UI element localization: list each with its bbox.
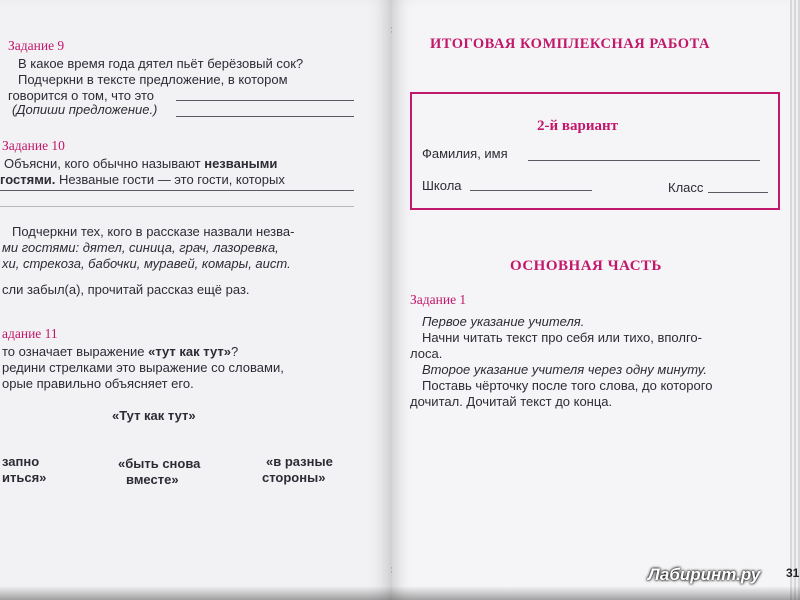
task-11-heading: адание 11 (2, 326, 58, 341)
variant-title: 2-й вариант (537, 118, 618, 134)
idiom-quote: «тут как тут» (148, 344, 231, 359)
option-1-line-1: запно (2, 454, 40, 469)
option-3-line-2: стороны» (262, 470, 326, 485)
task-9-instruction: Подчеркни в тексте предложение, в котором (18, 72, 288, 87)
task-10-line-2 (0, 172, 285, 187)
task-10-line-4: ми гостями: дятел, синица, грач, лазоревка, (2, 240, 279, 255)
option-2-line-2: вместе» (126, 472, 179, 487)
task-1-line-6: дочитал. Дочитай текст до конца. (410, 394, 613, 409)
task-10-bold-term: незваными (204, 156, 278, 171)
name-field[interactable] (528, 160, 760, 161)
task-11-text: то означает выражение (2, 344, 149, 359)
task-9-note: (Допиши предложение.) (12, 102, 158, 117)
school-label: Школа (422, 178, 462, 193)
task-10-line-3: Подчеркни тех, кого в рассказе назвали незва- (12, 224, 295, 239)
option-1-line-2: иться» (2, 470, 47, 485)
left-page (0, 0, 392, 600)
task-10-bold-term-2: гостями. (0, 172, 56, 187)
option-3-line-1: «в разные (266, 454, 333, 469)
page-title: ИТОГОВАЯ КОМПЛЕКСНАЯ РАБОТА (430, 36, 711, 52)
option-2-line-1: «быть снова (118, 456, 201, 471)
question-mark: ? (230, 344, 239, 359)
task-1-line-1: Первое указание учителя. (422, 314, 585, 329)
task-10-line-5: хи, стрекоза, бабочки, муравей, комары, аист. (2, 256, 291, 271)
task-1-line-5: Поставь чёрточку после того слова, до которого (422, 378, 713, 393)
page-number: 31 (786, 566, 800, 580)
class-field[interactable] (708, 192, 768, 193)
page-stack-edge (790, 0, 800, 600)
watermark-logo: Лабиринт.ру (648, 565, 761, 584)
school-field[interactable] (470, 190, 592, 191)
answer-line (0, 206, 354, 207)
section-title: ОСНОВНАЯ ЧАСТЬ (510, 258, 662, 274)
idiom-center: «Тут как тут» (112, 408, 196, 423)
task-10-text-2: Незваные гости — это гости, которых (55, 172, 285, 187)
task-11-line-1 (2, 344, 238, 359)
task-9-instruction-cont: говорится о том, что это (8, 88, 154, 103)
task-9-question: В какое время года дятел пьёт берёзовый сок? (18, 56, 304, 71)
task-1-line-3: лоса. (410, 346, 443, 361)
variant-box (410, 92, 780, 210)
name-label: Фамилия, имя (422, 146, 508, 161)
answer-line (0, 190, 354, 191)
task-1-heading: Задание 1 (410, 292, 467, 307)
task-10-heading: Задание 10 (2, 138, 65, 153)
task-9-heading: Задание 9 (8, 38, 65, 53)
task-10-text: Объясни, кого обычно называют (4, 156, 205, 171)
answer-line (176, 100, 354, 101)
task-1-line-4: Второе указание учителя через одну минуту. (422, 362, 707, 377)
class-label: Класс (668, 180, 704, 195)
task-11-line-3: орые правильно объясняет его. (2, 376, 194, 391)
bottom-shadow (0, 586, 800, 600)
task-10-line-6: сли забыл(а), прочитай рассказ ещё раз. (2, 282, 250, 297)
answer-line (176, 116, 354, 117)
task-1-line-2: Начни читать текст про себя или тихо, вполго- (422, 330, 702, 345)
task-11-line-2: редини стрелками это выражение со словами, (2, 360, 284, 375)
task-10-line-1 (4, 156, 277, 171)
